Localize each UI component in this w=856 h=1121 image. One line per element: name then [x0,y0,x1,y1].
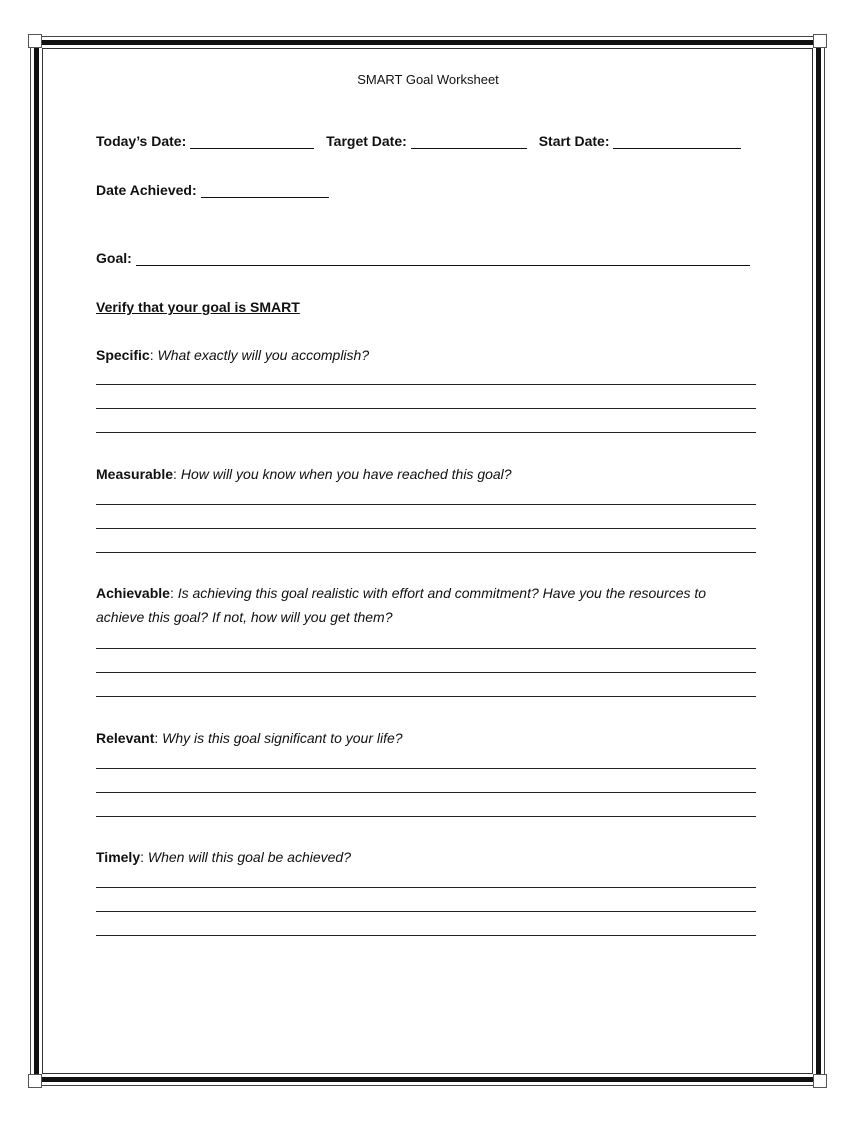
relevant-question: Why is this goal significant to your life? [162,730,403,746]
timely-separator: : [140,849,148,865]
border-corner-top-right [813,34,827,48]
timely-question: When will this goal be achieved? [147,849,352,865]
measurable-line-3[interactable] [96,552,756,553]
target-date-blank[interactable] [411,133,527,149]
timely-prompt [96,845,756,869]
relevant-line-3[interactable] [96,816,756,817]
relevant-line-2[interactable] [96,792,756,793]
page-border-inner [42,48,813,1074]
start-date-blank[interactable] [613,133,741,149]
specific-separator: : [149,347,158,363]
timely-line-2[interactable] [96,911,756,912]
goal-row [96,250,750,266]
specific-prompt [96,343,756,367]
timely-label: Timely [96,849,141,865]
goal-blank[interactable] [136,250,750,266]
target-date-label: Target Date: [326,133,407,149]
achievable-line-2[interactable] [96,672,756,673]
date-achieved-blank[interactable] [201,182,329,198]
worksheet-title: SMART Goal Worksheet [357,72,499,87]
start-date-label: Start Date: [538,133,610,149]
specific-line-2[interactable] [96,408,756,409]
border-corner-bottom-right [813,1074,827,1088]
achievable-question: Is achieving this goal realistic with effort and commitment? Have you the resources to achieve this goal? If not, how will you get them? [96,585,707,625]
todays-date-blank[interactable] [190,133,314,149]
date-achieved-row [96,182,329,198]
achievable-line-3[interactable] [96,696,756,697]
verify-heading: Verify that your goal is SMART [96,299,300,315]
border-corner-top-left [28,34,42,48]
goal-label: Goal: [96,250,132,266]
date-achieved-label: Date Achieved: [96,182,197,198]
measurable-line-1[interactable] [96,504,756,505]
specific-line-3[interactable] [96,432,756,433]
date-fields-row [96,133,741,149]
border-corner-bottom-left [28,1074,42,1088]
measurable-separator: : [173,466,181,482]
specific-line-1[interactable] [96,384,756,385]
timely-line-1[interactable] [96,887,756,888]
specific-label: Specific [96,347,150,363]
achievable-prompt [96,581,756,629]
measurable-label: Measurable [96,466,174,482]
specific-question: What exactly will you accomplish? [157,347,370,363]
relevant-line-1[interactable] [96,768,756,769]
achievable-separator: : [169,585,178,601]
relevant-prompt [96,726,756,750]
measurable-question: How will you know when you have reached this goal? [180,466,512,482]
measurable-prompt [96,462,756,486]
relevant-label: Relevant [96,730,155,746]
todays-date-label: Today’s Date: [96,133,187,149]
relevant-separator: : [154,730,163,746]
achievable-line-1[interactable] [96,648,756,649]
measurable-line-2[interactable] [96,528,756,529]
timely-line-3[interactable] [96,935,756,936]
achievable-label: Achievable [96,585,170,601]
